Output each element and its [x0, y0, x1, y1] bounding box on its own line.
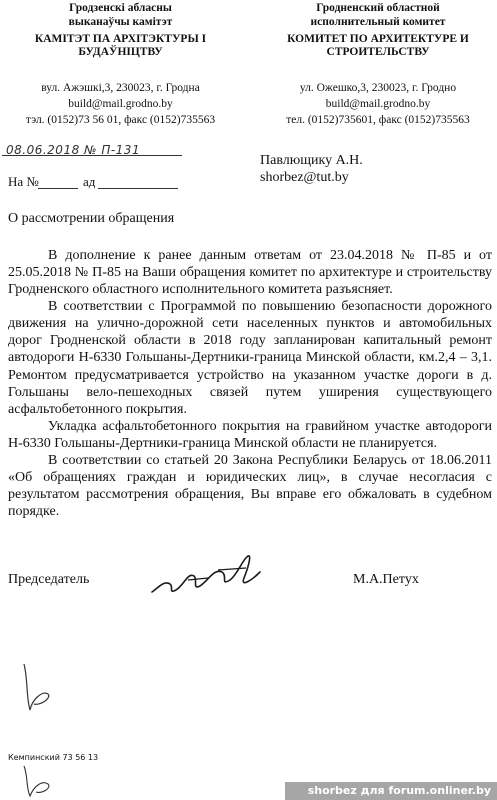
signatory-title: Председатель	[8, 572, 90, 587]
handwritten-initials	[18, 660, 58, 720]
header-right-line4: СТРОИТЕЛЬСТВУ	[326, 46, 430, 59]
body-paragraph-1: В дополнение к ранее данным ответам от 23.04.2018 № П-85 и от 25.05.2018 № П-85 на Ваши обращения комитет по архитектуре и строительству Гродненского областного исполнительного комитета разъясняет.	[8, 248, 492, 298]
body-paragraph-4: В соответствии со статьей 20 Закона Республики Беларусь от 18.06.2011 «Об обращениях граждан и юридических лиц», в случае несогласия с результатом рассмотрения обращения, Вы вправе его обжаловать в судебном порядке.	[8, 452, 492, 520]
incoming-number-label: На №	[8, 174, 39, 189]
body-paragraph-3: Укладка асфальтобетонного покрытия на гравийном участке автодороги Н-6330 Гольшаны-Дертники-граница Минской области не планируется.	[8, 418, 492, 451]
header-right-line2: исполнительный комитет	[310, 15, 446, 28]
outgoing-number-line	[2, 155, 182, 156]
watermark-banner: shorbez для forum.onliner.by	[285, 782, 497, 800]
header-left-line1: Гродзенскі абласны	[69, 2, 172, 14]
incoming-date-line	[98, 188, 178, 189]
address-right	[262, 81, 494, 129]
signature-image	[148, 550, 268, 600]
header-right-line1: Гродненский областной	[316, 2, 440, 14]
recipient-name: Павлющику А.Н.	[260, 153, 363, 168]
outgoing-number-handwritten: 08.06.2018 № П-131	[6, 143, 141, 157]
letter-body	[8, 247, 492, 520]
subject-line: О рассмотрении обращения	[8, 211, 175, 226]
incoming-number-line	[38, 188, 78, 189]
header-left-line4: БУДАЎНІЦТВУ	[78, 46, 163, 59]
address-right-email: build@mail.grodno.by	[325, 97, 431, 110]
address-right-street: ул. Ожешко,3, 230023, г. Гродно	[299, 82, 457, 94]
header-left	[8, 2, 233, 60]
header-right-line3: КОМИТЕТ ПО АРХИТЕКТУРЕ И	[287, 32, 469, 45]
body-paragraph-2: В соответствии с Программой по повышению безопасности дорожного движения на улично-дорожной сети населенных пунктов и автомобильных дорог Гродненской области в 2018 году запланирован капитальный ремонт автодороги Н-6330 Гольшаны-Дертники-граница Минской области, км.2,4 – 3,1. Ремонтом предусматривается устройство на указанном участке дороги в д. Гольшаны вело-пешеходных связей путем уширения существующего асфальтобетонного покрытия.	[8, 299, 492, 417]
address-left-email: build@mail.grodno.by	[68, 97, 173, 110]
recipient-block	[260, 153, 363, 187]
address-left-street: вул. Ажэшкі,3, 230023, г. Гродна	[41, 82, 200, 94]
header-left-line3: КАМІТЭТ ПА АРХІТЭКТУРЫ І	[34, 32, 207, 45]
address-left-phone: тэл. (0152)73 56 01, факс (0152)735563	[25, 113, 216, 126]
incoming-date-label: ад	[83, 174, 96, 189]
bottom-initials	[20, 762, 60, 800]
signatory-name: М.А.Петух	[353, 572, 419, 587]
recipient-email: shorbez@tut.by	[260, 169, 349, 185]
executor-contact: Кемпинский 73 56 13	[8, 753, 99, 762]
header-right	[262, 2, 494, 60]
address-right-phone: тел. (0152)735601, факс (0152)735563	[286, 113, 470, 126]
header-left-line2: выканаўчы камітэт	[68, 15, 173, 28]
address-left	[8, 81, 233, 129]
